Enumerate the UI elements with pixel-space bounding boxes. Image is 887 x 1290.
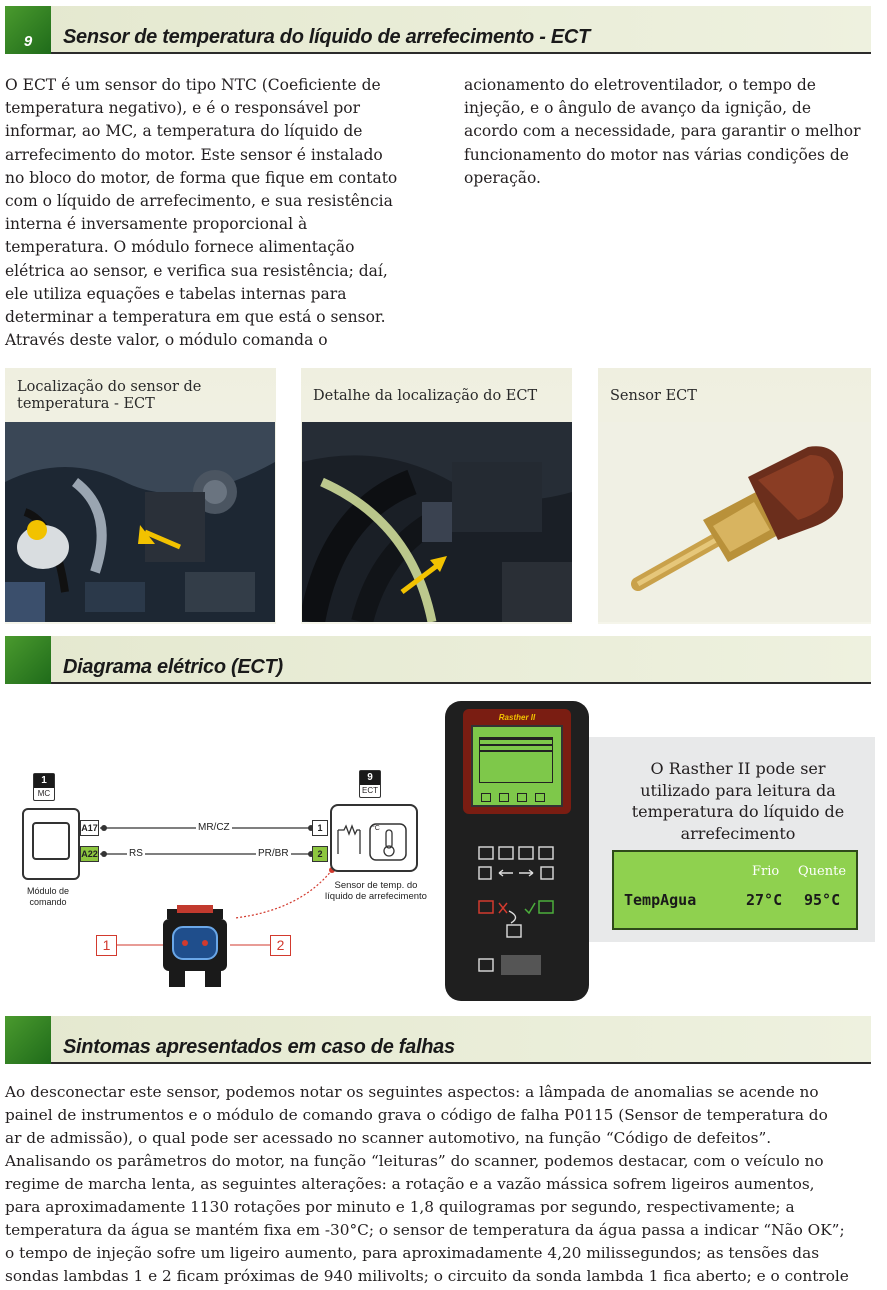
diagram-title: Diagrama elétrico (ECT) [63,656,283,678]
reading-cold-value: 27°C [746,891,783,909]
scanner-reading-display [612,850,858,930]
section-header-symptoms [5,1016,871,1064]
reading-param: TempAgua [624,891,697,909]
mc-badge: 1 MC [33,773,55,801]
reading-col-cold: Frio [752,864,780,879]
section-header-diagram [5,636,871,684]
pin-a17: A17 [80,820,99,836]
wire-label-rs: RS [129,848,143,859]
connector-pin-2-label: 2 [270,935,291,956]
photo-caption-detail: Detalhe da localização do ECT [313,387,538,404]
section-title: Sensor de temperatura do líquido de arrefecimento - ECT [63,26,590,48]
symptoms-text: Ao desconectar este sensor, podemos notar os seguintes aspectos: a lâmpada de anomalias se acende no painel de instrumentos e o módulo de comando grava o código de falha P0115 (Sensor de temperatura do ar de admissão), o qual pode ser acessado no scanner automotivo, na função “Código de defeitos”. Analisando os parâmetros do motor, na função “leituras” do scanner, podemos destacar, com o veículo no regime de marcha lenta, as seguintes alterações: a rotação e a vazão mássica sofrem ligeiros aumentos, para aproximadamente 1130 rotações por minuto e 1,8 quilogramas por segundo, respectivamente; a temperatura da água se mantém fixa em -30°C; o sensor de temperatura da água passa a indicar “Não OK”; o tempo de injeção sofre um ligeiro aumento, para aproximadamente 4,20 milissegundos; as tensões das sondas lambdas 1 e 2 ficam próximas de 940 milivolts; o circuito da sonda lambda 1 fica aberto; e o controle [5,1083,849,1285]
celsius-symbol: °C [372,825,380,832]
scanner-brand: Rasther II [498,713,536,722]
sensor-box [330,804,418,872]
ect-badge: 9 ECT [359,770,381,798]
sensor-label: Sensor de temp. do líquido de arrefecimento [325,880,427,902]
photo-caption-location: Localização do sensor de temperatura - ECT [17,379,202,412]
intro-left-column: O ECT é um sensor do tipo NTC (Coeficiente de temperatura negativo), e é o responsável por informar, ao MC, a temperatura do líquido de arrefecimento do motor. Este sensor é instalado no bloco do motor, de forma que fique em contato com o líquido de arrefecimento, e sua resistência interna é inversamente proporcional à temperatura. O módulo fornece alimentação elétrica ao sensor, e verifica sua resistência; daí, ele utiliza equações e tabelas internas para determinar a temperatura em que está o sensor. Através deste valor, o módulo comanda o [5,76,398,350]
connector-icon [157,903,237,993]
scanner-description: O Rasther II pode ser utilizado para leitura da temperatura do líquido de arrefecimento [631,759,845,843]
electrical-diagram [0,700,440,1000]
reading-hot-value: 95°C [804,891,841,909]
photo-caption-sensor: Sensor ECT [610,387,697,404]
engine-bay-photo [5,422,275,622]
sensor-pin-2: 2 [312,846,328,862]
ect-sensor-photo [598,422,871,622]
pin-a22: A22 [80,846,99,862]
section-marker [5,636,51,684]
section-header-ect [5,6,871,54]
section-number: 9 [23,33,33,50]
reading-col-hot: Quente [798,864,847,879]
symptoms-title: Sintomas apresentados em caso de falhas [63,1036,455,1058]
sensor-detail-photo [302,422,572,622]
sensor-pin-1: 1 [312,820,328,836]
scanner-lcd [471,725,563,807]
thermistor-icon [330,804,418,872]
wire-label-mrcz: MR/CZ [198,822,230,833]
wire-label-prbr: PR/BR [258,848,289,859]
scanner-device [445,701,589,1001]
intro-right-column: acionamento do eletroventilador, o tempo de injeção, e o ângulo de avanço da ignição, de acordo com a necessidade, para garantir o melhor funcionamento do motor nas várias condições de operação. [464,76,861,187]
section-marker [5,1016,51,1064]
module-label: Módulo de comando [26,886,70,907]
connector-pin-1-label: 1 [96,935,117,956]
scanner-keypad[interactable] [445,831,589,1001]
